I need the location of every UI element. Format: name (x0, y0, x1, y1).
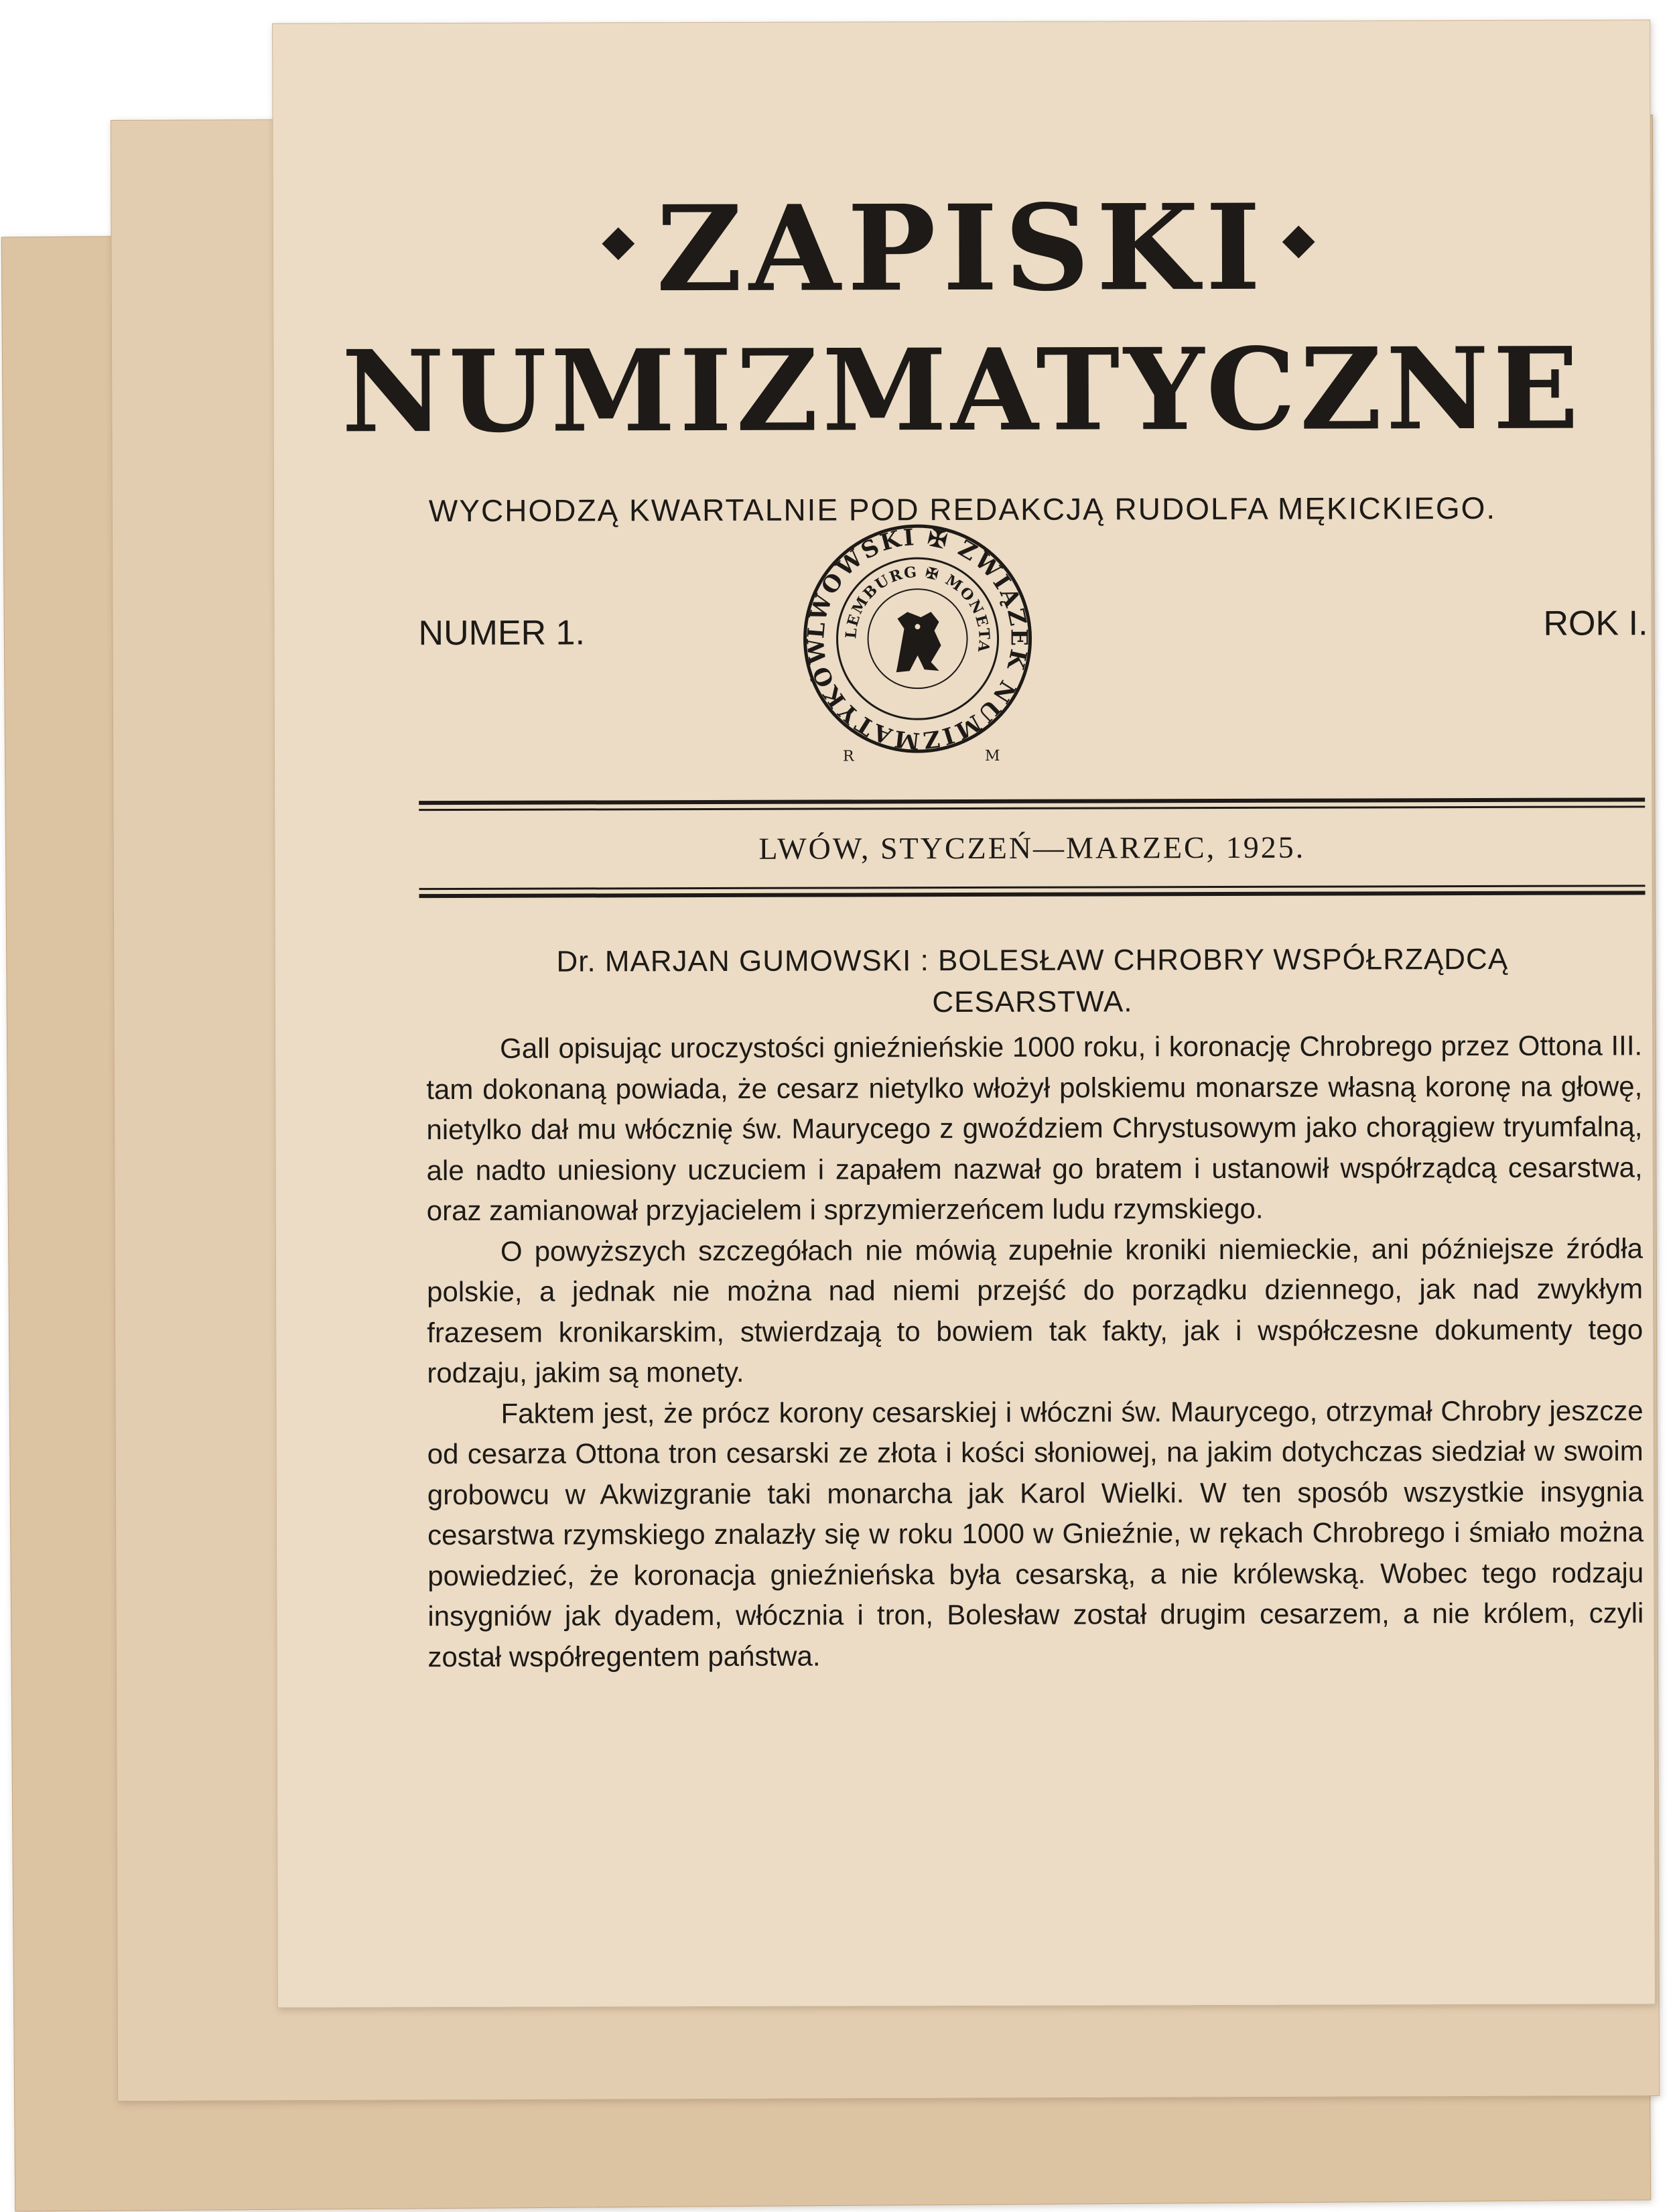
masthead-title-line-1 (273, 178, 1650, 319)
double-rule-top-thin (419, 805, 1645, 811)
seal-inner-text: LEMBURG ✠ MONETA (842, 563, 993, 655)
society-seal-logo (797, 511, 1038, 767)
article-paragraph: Faktem jest, że prócz korony cesarskiej i włóczni św. Maurycego, otrzymał Chrobry jeszcze od cesarza Ottona tron cesarski ze złota i kości słoniowej, na jakim dotychczas siedział w swoim grobowcu w Akwizgranie taki monarcha jak Karol Wielki. W ten sposób wszystkie insygnia cesarstwa rzymskiego znalazły się w roku 1000 w Gnieźnie, w rękach Chrobrego i śmiało można powiedzieć, że koronacja gnieźnieńska była cesarską, a nie królewską. Wobec tego rodzaju insygniów jak dyadem, włócznia i tron, Bolesław został drugim cesarzem, a nie królem, czyli został współregentem państwa. (427, 1394, 1644, 1673)
article-body (426, 1025, 1644, 1677)
article-paragraph: O powyższych szczegółach nie mówią zupełnie kroniki niemieckie, ani późniejsze źródła polskie, a jednak nie można nad niemi przejść do porządku dziennego, jak nad zwykłym frazesem kronikarskim, stwierdzają to bowiem tak fakty, jak i współczesne dokumenty tego rodzaju, jakim są monety. (427, 1232, 1644, 1389)
dateline: LWÓW, STYCZEŃ—MARZEC, 1925. (758, 830, 1306, 866)
double-rule-bottom-thin (419, 885, 1646, 890)
seal-ring-text: LWOWSKI ✠ ZWIĄZEK NUMIZMATYKÓW (802, 523, 1032, 755)
front-page (272, 19, 1656, 2008)
lion-emblem-icon (896, 612, 941, 672)
article-title (419, 938, 1646, 1025)
masthead-title-text-1: ZAPISKI (656, 178, 1268, 319)
masthead-title-line-2: NUMIZMATYCZNE (341, 322, 1583, 458)
diamond-ornament-right: ◆ (1282, 213, 1322, 265)
double-rule-bottom-thick (419, 891, 1646, 898)
seal-initial-left: R (842, 748, 854, 765)
page-content (273, 20, 1655, 2007)
article-title-line-1: Dr. MARJAN GUMOWSKI : BOLESŁAW CHROBRY WSPÓŁRZĄDCĄ (556, 942, 1509, 978)
article-title-line-2: CESARSTWA. (932, 985, 1133, 1019)
diamond-ornament-left: ◆ (602, 215, 642, 266)
issue-number: NUMER 1. (418, 613, 586, 653)
seal-initial-right: M (984, 747, 1000, 765)
article-paragraph: Gall opisując uroczystości gnieźnieńskie 1000 roku, i koronację Chrobrego przez Ottona III. tam dokonaną powiada, że cesarz nietylko włożył polskiemu monarsze własną koronę na głowę, nietylko dał mu włócznię św. Maurycego z gwoździem Chrystusowym jako chorągiew tryumfalną, ale nadto uniesiony uczuciem i zapałem nazwał go bratem i ustanowił współrządcą cesarstwa, oraz zamianował przyjacielem i sprzymierzeńcem ludu rzymskiego. (426, 1029, 1643, 1227)
issue-year: ROK I. (1543, 604, 1648, 643)
masthead-subtitle: WYCHODZĄ KWARTALNIE POD REDAKCJĄ RUDOLFA MĘKICKIEGO. (428, 490, 1497, 529)
double-rule-top-thick (419, 797, 1645, 805)
